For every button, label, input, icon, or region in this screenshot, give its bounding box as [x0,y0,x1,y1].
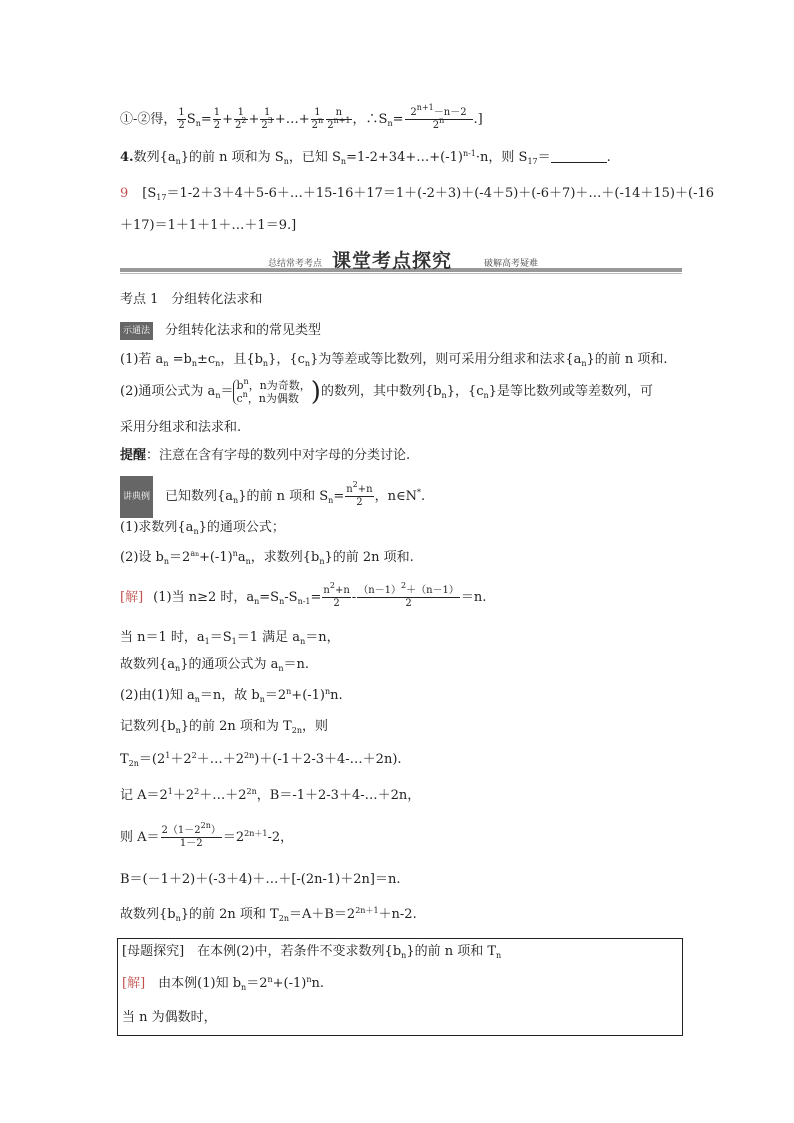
section-heading: 考点 1 分组转化法求和 [120,292,263,307]
solution-step-5: 记数列$\{b_n\}$的前 2n 项和为 $T_{2n}$，则 [120,719,328,735]
paragraph-1: (1)若 $a_n =b_n\pm c_n$，且$\{b_n\}$，$\{c_n\}$为等差或等比数列，则可采用分组求和法求$\{a_n\}$的前 n 项和. [120,352,668,368]
solution-step-9: B＝(－1＋2)＋(-3＋4)＋…＋[-(2n-1)＋2n]＝n. [120,872,401,887]
example-q2: (2)设 $b_n=2^{an}+(-1)^na_n$，求数列$\{b_n\}$的前 2n 项和. [120,549,414,566]
extension-title: [母题探究] 在本例(2)中，若条件不变求数列$\{b_n\}$的前 n 项和 $T_n$ [122,944,502,960]
solution-step-3: 故数列$\{a_n\}$的通项公式为 $a_n=n$. [120,657,310,673]
paragraph-2: (2)通项公式为 $a_n= b^n$，n为奇数， $c^n$，n为偶数 )的数列，其中数列$\{b_n\}$，$\{c_n\}$是等比数列或等差数列，可 [120,376,653,407]
solution-tag: [解] [120,590,144,605]
question-4: 4.数列$\{a_n\}$的前 n 项和为 $S_n$，已知 $S_n=1-2+34+\dots+(-1)^{n-1}\cdot n$，则 $S_{17}=$ . [120,149,611,166]
answer-line-2: ＋17)＝1＋1＋1＋…＋1＝9.] [120,218,297,233]
method-badge: 示通法 [120,322,153,340]
piecewise-definition: $b^n$，n为奇数， $c^n$，n为偶数 [233,379,310,405]
section-banner [120,246,682,272]
solution-step-7: 记 $A=2^1+2^2+\dots+2^{2n}$，B＝-1＋2-3＋4-…＋2n， [120,787,421,803]
derivation-line: ①-②得， $\frac{1}{2}$ $S_n=$ $\frac{1}{2}$ + $\frac{1}{2^2}$ + $\frac{1}{2^3}$ +…+ $\frac{1}{2^n}$ $\frac{n}{2^{n+1}}$ ，$\therefore S_n=$ $\frac{2^{n+1}-n-2}{2^n}$ .] [120,103,483,131]
method-subheading: 示通法 分组转化法求和的常见类型 [120,322,321,340]
solution-step-6: $T_{2n}=(2^1+2^2+\dots+2^{2n})+(-1+2-3+4-\dots+2n)$. [120,751,402,768]
banner-left-text: 总结常考考点 [268,259,323,269]
solution-step-2: 当 n＝1 时，$a_1=S_1=1$ 满足 $a_n=n$， [120,630,340,646]
example-q1: (1)求数列$\{a_n\}$的通项公式； [120,520,285,536]
answer-blank [551,150,607,163]
solution-step-8: 则 A＝ $\frac{2(1-2^{2n})}{1-2}$ $=2^{2n+1}-2$， [120,821,294,849]
solution-step-10: 故数列$\{b_n\}$的前 2n 项和 $T_{2n}=A+B=2^{2n+1}+n-2$. [120,906,417,923]
fraction: $\frac{1}{2}$ [178,107,185,131]
banner-right-text: 破解高考疑难 [484,259,539,269]
paragraph-2b: 采用分组求和法求和. [120,420,242,435]
banner-title: 课堂考点探究 [332,250,453,272]
example-badge: 讲典例 [120,476,153,518]
answer-value: 9 [120,186,129,201]
extension-solution: [解] 由本例(1)知 $b_n=2^n+(-1)^nn$. [122,975,324,992]
solution-step-1: [解] (1)当 n≥2 时，$a_n=S_n-S_{n-1}=$ $\frac{n^2+n}{2}$ - $\frac{(n-1)^2+(n-1)}{2}$ ＝n. [120,581,487,609]
example-statement: 讲典例 已知数列$\{a_n\}$的前 n 项和 $S_n=$ $\frac{n^2+n}{2}$ ，n∈N*. [120,476,425,518]
tip: 提醒：注意在含有字母的数列中对字母的分类讨论. [120,448,411,463]
answer-line-1: 9 [$S_{17}=1-2+3+4+5-6+\dots+15-16+17=1+(-2+3)+(-4+5)+(-6+7)+\dots+(-14+15)+(-16$ [120,186,715,202]
solution-step-4: (2)由(1)知 $a_n=n$，故 $b_n=2^n+(-1)^nn$. [120,687,343,704]
extension-case: 当 n 为偶数时， [122,1010,217,1025]
